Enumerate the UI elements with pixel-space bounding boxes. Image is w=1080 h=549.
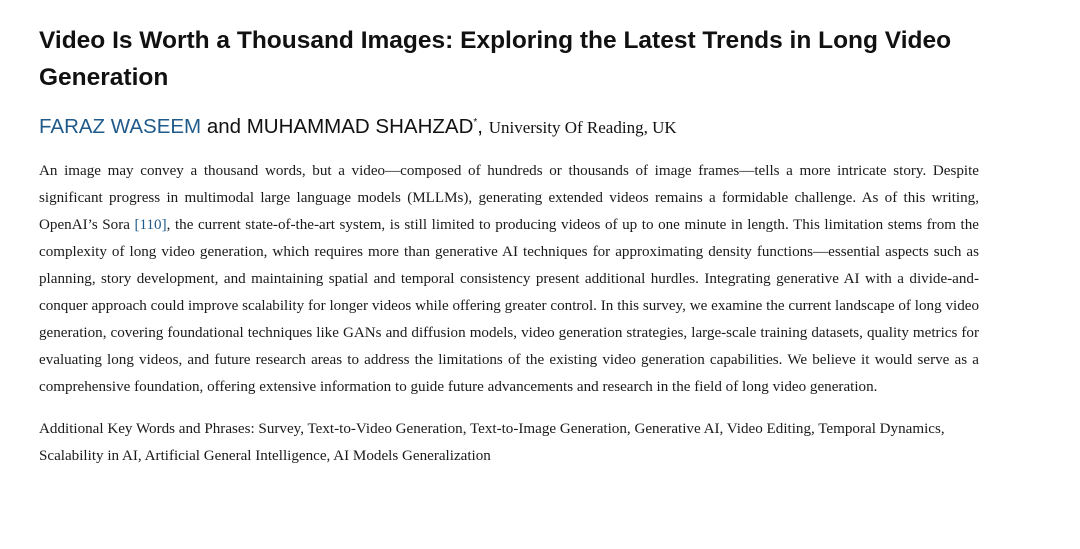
paper-header bbox=[39, 22, 979, 485]
author-conjunction: and bbox=[201, 114, 247, 138]
author-line bbox=[39, 110, 979, 141]
corresponding-author-mark: * bbox=[473, 117, 478, 128]
abstract bbox=[39, 158, 979, 401]
paper-title: Video Is Worth a Thousand Images: Exploring the Latest Trends in Long Video Generation bbox=[39, 27, 952, 91]
author-muhammad-shahzad: MUHAMMAD SHAHZAD bbox=[246, 114, 474, 138]
author-faraz-waseem[interactable]: FARAZ WASEEM bbox=[39, 114, 202, 138]
citation-link[interactable]: [110] bbox=[134, 216, 167, 233]
abstract-text-part2: , the current state-of-the-art system, is still limited to producing videos of up to one minute in length. This limitation stems from the complexity of long video generation, which requires more than generative AI techniques for approximating density functions—essential aspects such as planning, story development, and maintaining spatial and temporal consistency present additional hurdles. Integrating generative AI with a divide-and-conquer approach could improve scalability for longer videos while offering greater control. In this survey, we examine the current landscape of long video generation, covering foundational techniques like GANs and diffusion models, video generation strategies, large-scale training datasets, quality metrics for evaluating long videos, and future research areas to address the limitations of the existing video generation capabilities. We believe it would serve as a comprehensive foundation, offering extensive information to guide future advancements and research in the field of long video generation. bbox=[39, 216, 979, 395]
affiliation: University Of Reading, UK bbox=[488, 117, 677, 137]
author-separator: , bbox=[477, 114, 489, 138]
abstract-text-part1: An image may convey a thousand words, but a video—composed of hundreds or thousands of image frames—tells a more intricate story. Despite significant progress in multimodal large language models (MLLMs), generating extended videos remains a formidable challenge. As of this writing, OpenAI’s Sora bbox=[39, 162, 979, 233]
keywords: Additional Key Words and Phrases: Survey, Text-to-Video Generation, Text-to-Image Generation, Generative AI, Video Editing, Temporal Dynamics, Scalability in AI, Artificial General Intelligence, AI Models Generalization bbox=[39, 420, 945, 464]
